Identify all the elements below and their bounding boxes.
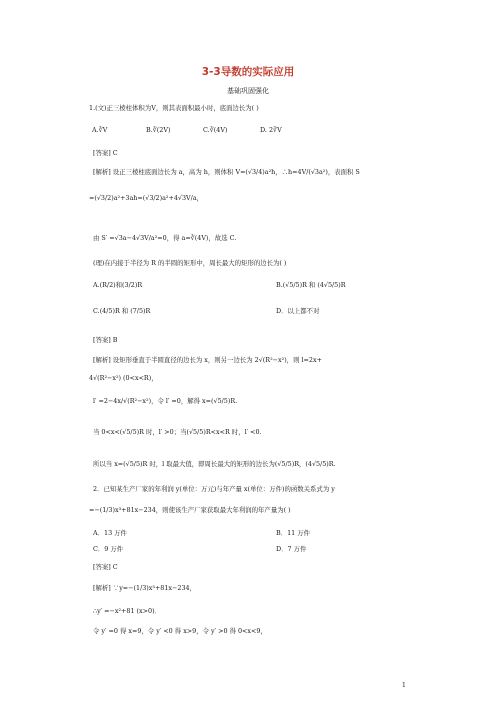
q2-option-c: C．9 万件	[93, 545, 124, 553]
q2-analysis-line-3: 令 y′ =0 得 x=9，令 y′ <0 得 x>9，令 y′ >0 得 0<x<9，	[93, 627, 267, 635]
question-2-stem: 2．已知某生产厂家的年利润 y(单位：万元)与年产量 x(单位：万件)的函数关系式为 y	[93, 485, 335, 493]
page-title: 3-3导数的实际应用	[201, 66, 295, 78]
question-2-stem-cont: =−(1/3)x³+81x−234，则使该生产厂家获取最大年利润的年产量为( )	[89, 506, 291, 514]
q1li-analysis-line-3: l′ =2−4x/√(R²−x²)，令 l′ =0，解得 x=(√5/5)R.	[93, 397, 238, 405]
q2-option-d: D．7 万件	[276, 545, 307, 553]
q1-option-c: C.∛(4V)	[203, 126, 228, 134]
q1li-analysis-line-5: 所以当 x=(√5/5)R 时，l 取最大值，即周长最大的矩形的边长为(√5/5)R，(4√5/5)R.	[93, 460, 336, 468]
q1-analysis-line-3: 由 S′ =√3a−4√3V/a²=0，得 a=∛(4V)，故选 C.	[93, 234, 237, 242]
q2-analysis-line-1: [解析] ∵y=−(1/3)x³+81x−234，	[93, 584, 196, 592]
q1li-option-a: A.(R/2)和(3/2)R	[93, 281, 143, 289]
q2-answer: [答案] C	[93, 563, 118, 571]
q1li-analysis-line-2: 4√(R²−x²) (0<x<R)，	[89, 374, 158, 382]
q1li-analysis-line-1: [解析] 设矩形垂直于半圆直径的边长为 x，则另一边长为 2√(R²−x²)，则 l=2x+	[93, 356, 322, 364]
q1li-analysis-line-4: 当 0<x<(√5/5)R 时，l′ >0；当(√5/5)R<x<R 时，l′ <0.	[93, 428, 262, 436]
section-subtitle: 基础巩固强化	[227, 87, 269, 95]
q1-option-a: A.∛V	[92, 126, 108, 134]
q2-analysis-line-2: ∴y′ =−x²+81 (x>0)．	[93, 607, 161, 615]
q1-option-b: B.∛(2V)	[146, 126, 171, 134]
q1li-answer: [答案] B	[93, 336, 118, 344]
q1li-option-d: D．以上都不对	[276, 307, 320, 315]
q1li-option-b: B.(√5/5)R 和 (4√5/5)R	[276, 281, 346, 289]
question-1-li-stem: (理)在内接于半径为 R 的半圆的矩形中，周长最大的矩形的边长为( )	[93, 259, 287, 267]
q1-answer: [答案] C	[93, 149, 118, 157]
q1-option-d: D. 2∛V	[260, 126, 282, 134]
q1-analysis-line-2: =(√3/2)a²+3ah=(√3/2)a²+4√3V/a，	[89, 194, 204, 202]
page-number: 1	[402, 682, 406, 689]
q2-option-b: B．11 万件	[276, 529, 311, 537]
question-1-stem: 1.(文)正三棱柱体积为V，则其表面积最小时，底面边长为( )	[89, 104, 259, 112]
q2-option-a: A．13 万件	[93, 529, 127, 537]
q1li-option-c: C.(4/5)R 和 (7/5)R	[93, 307, 151, 315]
q1-analysis-line-1: [解析] 设正三棱柱底面边长为 a，高为 h，则体积 V=(√3/4)a²h，∴h=4V/(√3a²)，表面积 S	[93, 168, 360, 176]
